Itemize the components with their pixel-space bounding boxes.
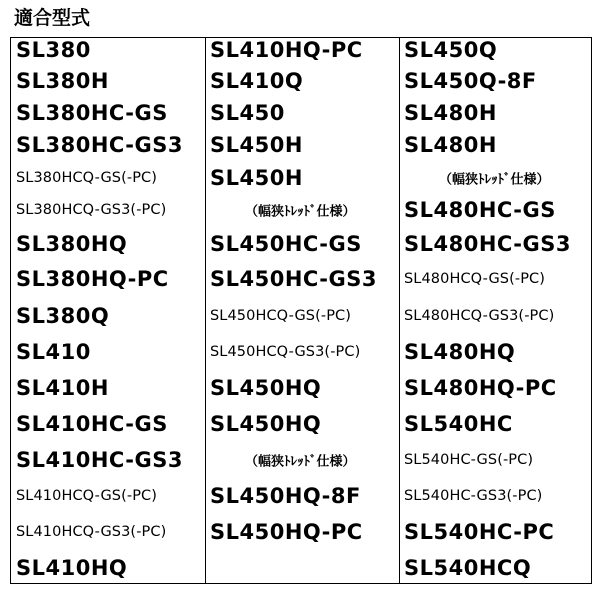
model-name: SL480HCQ-GS(-PC) [404,271,546,287]
model-name: SL380 [16,38,91,62]
model-name: SL450HQ-8F [210,484,361,508]
model-name: SL480HQ-PC [404,376,557,400]
model-name: SL450H [210,133,303,157]
model-name: SL380HC-GS [16,101,168,125]
model-name: SL410HC-GS [16,412,168,436]
model-name: SL480HC-GS [404,198,556,222]
model-name: SL410HCQ-GS(-PC) [16,488,158,504]
model-name: SL380HQ-PC [16,267,169,291]
model-name: SL380HCQ-GS3(-PC) [16,202,167,218]
model-name: SL450H [210,166,303,190]
model-name: SL480HCQ-GS3(-PC) [404,308,555,324]
model-name: SL450 [210,101,285,125]
spec-note: （幅狭ﾄﾚｯﾄﾞ仕様） [245,454,356,470]
model-column-2 [205,38,400,583]
model-name: SL380H [16,69,109,93]
model-name: SL380HCQ-GS(-PC) [16,170,158,186]
model-name: SL450Q [404,38,498,62]
model-name: SL450HQ [210,412,322,436]
model-name: SL480HC-GS3 [404,232,571,256]
model-name: SL410H [16,376,109,400]
model-name: SL450HQ [210,376,322,400]
spec-note: （幅狭ﾄﾚｯﾄﾞ仕様） [439,172,550,188]
model-name: SL410HQ [16,556,128,580]
model-column-3 [399,38,591,583]
model-name: SL380HQ [16,232,128,256]
model-name: SL480H [404,133,497,157]
model-name: SL450HQ-PC [210,520,363,544]
spec-note: （幅狭ﾄﾚｯﾄﾞ仕様） [245,204,356,220]
model-name: SL480HQ [404,340,516,364]
model-name: SL450HC-GS [210,232,362,256]
model-name: SL380HC-GS3 [16,133,183,157]
model-name: SL380Q [16,304,110,328]
compatible-models-table [10,37,592,584]
model-name: SL480H [404,101,497,125]
model-column-1 [11,38,206,583]
model-name: SL450HC-GS3 [210,267,377,291]
model-name: SL450HCQ-GS3(-PC) [210,344,361,360]
section-title: 適合型式 [14,7,91,29]
model-name: SL410 [16,340,91,364]
model-name: SL450HCQ-GS(-PC) [210,308,352,324]
model-name: SL540HCQ [404,556,532,580]
model-name: SL540HC [404,412,513,436]
model-name: SL410HQ-PC [210,38,363,62]
model-name: SL410HC-GS3 [16,448,183,472]
model-name: SL450Q-8F [404,69,537,93]
model-name: SL540HC-PC [404,520,555,544]
model-name: SL410HCQ-GS3(-PC) [16,524,167,540]
model-name: SL540HC-GS(-PC) [404,452,534,468]
model-name: SL410Q [210,69,304,93]
model-name: SL540HC-GS3(-PC) [404,488,543,504]
